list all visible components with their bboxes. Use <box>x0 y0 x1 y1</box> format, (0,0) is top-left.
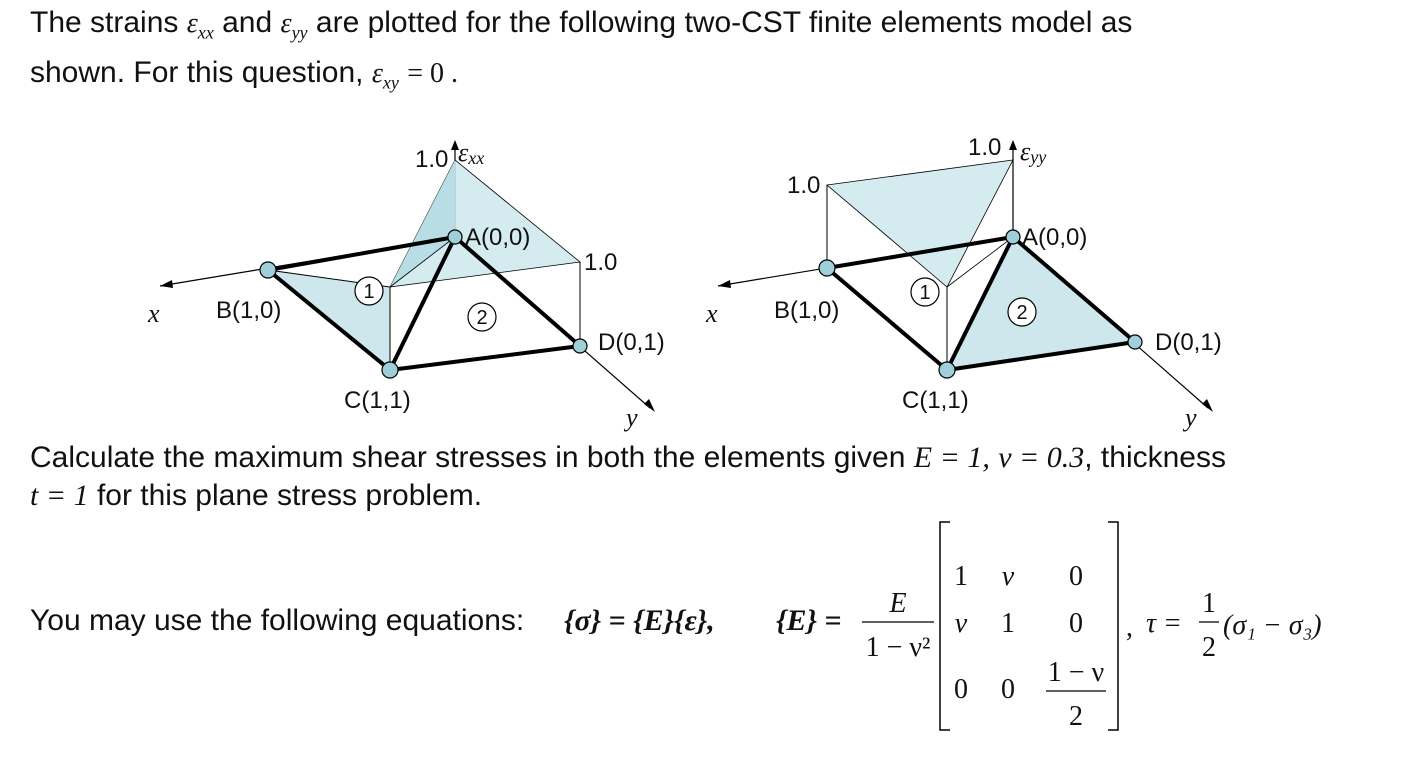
left-element-1-label: 1 <box>363 281 375 303</box>
right-top-value: 1.0 <box>968 134 1002 161</box>
left-node-A-label: A(0,0) <box>465 224 531 251</box>
question-text: Calculate the maximum shear stresses in both the elements given <box>30 441 906 474</box>
left-side-value: 1.0 <box>584 249 618 276</box>
half-numerator: 1 <box>1202 588 1216 619</box>
matrix-cell-3-3-denominator: 2 <box>1069 701 1083 732</box>
right-node-D <box>1128 335 1142 349</box>
intro-text-2: are plotted for the following two-CST finite elements model as <box>315 6 1133 39</box>
right-z-arrow <box>1009 140 1017 150</box>
left-diagram <box>147 138 665 432</box>
left-edge-CD <box>390 346 580 370</box>
stress-strain-equation: {σ} = {E}{ε}, <box>564 604 715 637</box>
fraction-numerator: E <box>889 588 907 619</box>
right-node-B <box>819 260 835 276</box>
tau-lhs: τ = <box>1146 608 1182 639</box>
left-node-C-label: C(1,1) <box>344 387 411 414</box>
right-node-A-label: A(0,0) <box>1022 224 1088 251</box>
left-node-C <box>382 362 398 378</box>
poisson-ratio-value: ν = 0.3 <box>998 441 1085 474</box>
left-y-arrow <box>644 399 655 412</box>
matrix-left-bracket <box>940 522 950 730</box>
matrix-cell-2-2: 1 <box>1001 608 1015 639</box>
right-side-value: 1.0 <box>787 172 821 199</box>
matrix-cell-1-1: 1 <box>954 561 968 592</box>
epsilon-xx-symbol: $\varepsilon_{xx}$ <box>186 8 214 43</box>
question-text-2: for this plane stress problem. <box>96 479 483 512</box>
left-node-A <box>448 230 462 244</box>
left-element-2-label: 2 <box>476 307 488 329</box>
thickness-text: , thickness <box>1084 441 1226 474</box>
epsilon-yy-symbol: $\varepsilon_{yy}$ <box>280 8 308 43</box>
right-node-D-label: D(0,1) <box>1155 329 1222 356</box>
matrix-cell-3-3-numerator: 1 − ν <box>1047 657 1105 688</box>
left-strain-label: εxx <box>458 138 485 168</box>
right-y-axis-label: y <box>1185 403 1197 432</box>
left-node-D-label: D(0,1) <box>598 329 665 356</box>
intro-text: The strains <box>30 6 179 39</box>
right-element-2-label: 2 <box>1016 302 1028 324</box>
right-node-A <box>1006 230 1020 244</box>
elasticity-lhs: {E} = <box>776 604 842 637</box>
left-x-arrow <box>160 280 173 288</box>
left-x-axis-label: x <box>148 299 160 328</box>
and-text: and <box>222 6 273 39</box>
tau-rhs: (σ₁ − σ₃) <box>1223 610 1322 641</box>
matrix-cell-2-1: ν <box>954 608 968 639</box>
equation-comma: , <box>1126 612 1133 643</box>
youngs-modulus-value: E = 1, <box>913 441 990 474</box>
right-diagram <box>705 134 1222 432</box>
left-node-D <box>573 339 587 353</box>
matrix-cell-2-3: 0 <box>1069 608 1083 639</box>
right-x-arrow <box>718 280 731 288</box>
right-node-C-label: C(1,1) <box>902 387 969 414</box>
epsilon-xy-symbol: $\varepsilon_{xy}$ <box>371 58 399 93</box>
matrix-cell-1-3: 0 <box>1069 561 1083 592</box>
right-x-axis-label: x <box>706 299 718 328</box>
left-top-value: 1.0 <box>415 146 449 173</box>
right-strain-label: εyy <box>1020 137 1047 167</box>
right-element-1-label: 1 <box>919 282 931 304</box>
matrix-right-bracket <box>1108 522 1118 730</box>
matrix-cell-3-1: 0 <box>954 674 968 705</box>
left-node-B-label: B(1,0) <box>216 297 282 324</box>
right-node-C <box>939 362 955 378</box>
right-element2-surface <box>947 237 1135 370</box>
right-node-B-label: B(1,0) <box>774 297 840 324</box>
right-strain-plane <box>827 160 1013 287</box>
fraction-denominator: 1 − ν² <box>865 632 931 663</box>
right-y-arrow <box>1202 399 1213 412</box>
intro-text-3: shown. For this question, <box>30 56 364 89</box>
left-y-axis-label: y <box>626 403 638 432</box>
left-node-B <box>260 262 276 278</box>
matrix-cell-3-2: 0 <box>1001 674 1015 705</box>
equations-block <box>564 522 1322 732</box>
thickness-value: t = 1 <box>30 479 89 512</box>
half-denominator: 2 <box>1202 632 1216 663</box>
exy-equals-zero: = 0 . <box>407 58 459 89</box>
matrix-cell-1-2: ν <box>1001 561 1015 592</box>
equations-lead-text: You may use the following equations: <box>30 604 525 637</box>
